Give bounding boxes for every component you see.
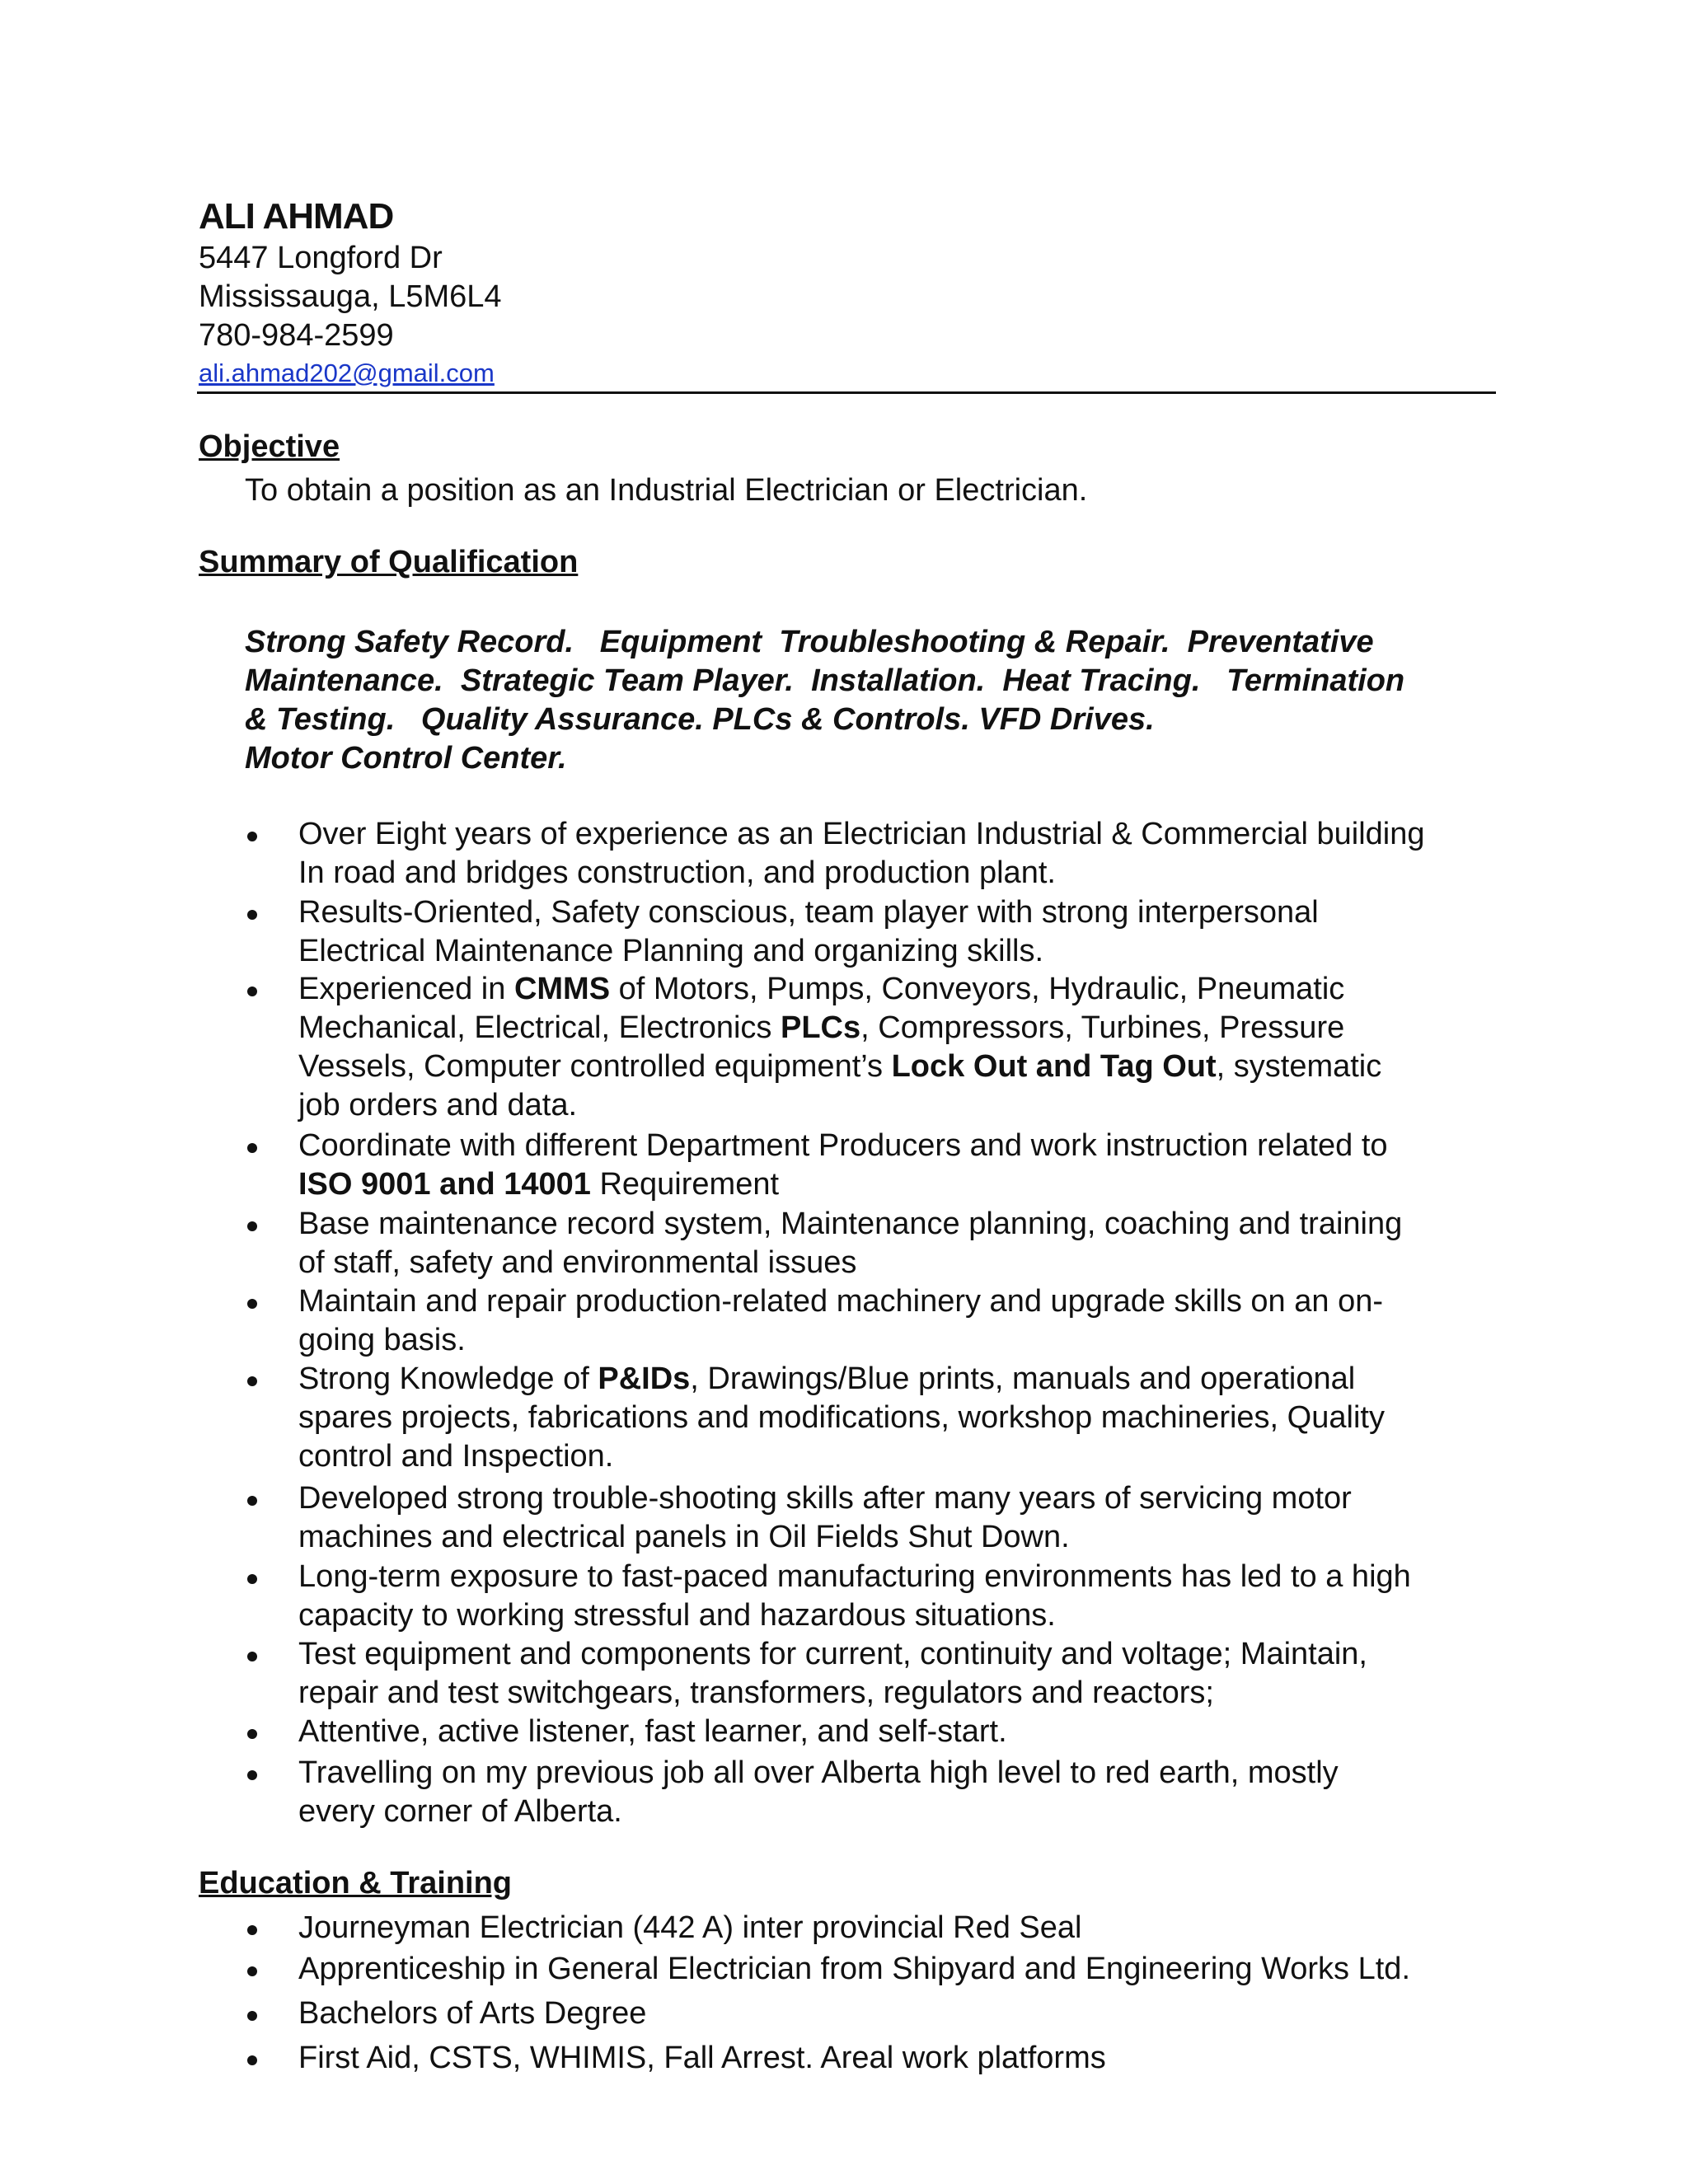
bullet-icon bbox=[247, 1925, 257, 1935]
summary-heading: Summary of Qualification bbox=[199, 545, 579, 579]
skills-line: Strong Safety Record. Equipment Troubleshooting & Repair. Preventative bbox=[245, 625, 1374, 659]
bullet-icon bbox=[247, 832, 257, 841]
objective-heading: Objective bbox=[199, 429, 340, 464]
skills-line: & Testing. Quality Assurance. PLCs & Controls. VFD Drives. bbox=[245, 702, 1155, 737]
bullet-icon bbox=[247, 1770, 257, 1780]
key-skills bbox=[245, 623, 1498, 778]
phone-number: 780-984-2599 bbox=[199, 318, 394, 353]
bullet-icon bbox=[247, 2055, 257, 2065]
bullet-icon bbox=[247, 1652, 257, 1661]
address-line-1: 5447 Longford Dr bbox=[199, 241, 443, 275]
objective-text: To obtain a position as an Industrial Electrician or Electrician. bbox=[245, 473, 1088, 508]
bullet-icon bbox=[247, 1376, 257, 1386]
bullet-icon bbox=[247, 1221, 257, 1231]
education-heading: Education & Training bbox=[199, 1866, 513, 1900]
resume-page: ALI AHMAD 5447 Longford Dr Mississauga, L5M6L4 780-984-2599 ali.ahmad202@gmail.com Objective To obtain a position as an Industrial Electrician or Electrician. Summary of Qualification Strong Safety Record. Equipment Troubleshooting & Repair. Preventative Maintenance. Strategic Team Player. Installation. Heat Tracing. Termination & Testing. Quality Assurance. PLCs & Controls. VFD Drives. Motor Control Center. Over Eight years of experience as an Electrician Industrial & Commercial building In road and bridges construction, and production plant. Results-Oriented, Safety conscious, team player with strong interpersonal Electrical Maintenance Planning and organizing skills. Experienced in CMMS of Motors, Pumps, Conveyors, Hydraulic, Pneumatic Mechanical, Electrical, Electronics PLCs, Compressors, Turbines, Pressure Vessels, Computer controlled equipment’s Lock Out and Tag Out, systematic job orders and data. Coordinate with different Department Producers and work instruction related to ISO 9001 and 14001 Requirement Base maintenance record system, Maintenance planning, coaching and training of staff, safety and environmental issues Maintain and repair production-related machinery and upgrade skills on an on- going basis. Strong Knowledge of P&IDs, Drawings/Blue prints, manuals and operational spares projects, fabrications and modifications, workshop machineries, Quality control and Inspection. Developed strong trouble-shooting skills after many years of servicing motor machines and electrical panels in Oil Fields Shut Down. Long-term exposure to fast-paced manufacturing environments has led to a high capacity to working stressful and hazardous situations. Test equipment and components for current, continuity and voltage; Maintain, repair and test switchgears, transformers, regulators and reactors; Attentive, active listener, fast learner, and self-start. Travelling on my previous job all over Alberta high level to red earth, mostly every corner of Alberta. Education & Training Journeyman Electrician (442 A) inter provincial Red Seal Apprenticeship in General Electrician from Shipyard and Engineering Works Ltd. Bachelors of Arts Degree First Aid, CSTS, WHIMIS, Fall Arrest. Areal work platforms bbox=[0, 0, 1688, 2184]
bullet-icon bbox=[247, 910, 257, 920]
bullet-icon bbox=[247, 1299, 257, 1309]
address-line-2: Mississauga, L5M6L4 bbox=[199, 279, 502, 314]
email-link[interactable]: ali.ahmad202@gmail.com bbox=[199, 359, 495, 387]
skills-line: Motor Control Center. bbox=[245, 741, 567, 776]
bullet-icon bbox=[247, 1966, 257, 1976]
bullet-icon bbox=[247, 1496, 257, 1506]
bullet-icon bbox=[247, 1143, 257, 1153]
bullet-icon bbox=[247, 1729, 257, 1739]
bullet-icon bbox=[247, 1574, 257, 1584]
bullet-icon bbox=[247, 2011, 257, 2021]
header-divider bbox=[197, 391, 1496, 394]
skills-line: Maintenance. Strategic Team Player. Installation. Heat Tracing. Termination bbox=[245, 663, 1405, 698]
candidate-name: ALI AHMAD bbox=[199, 196, 394, 237]
bullet-icon bbox=[247, 987, 257, 996]
